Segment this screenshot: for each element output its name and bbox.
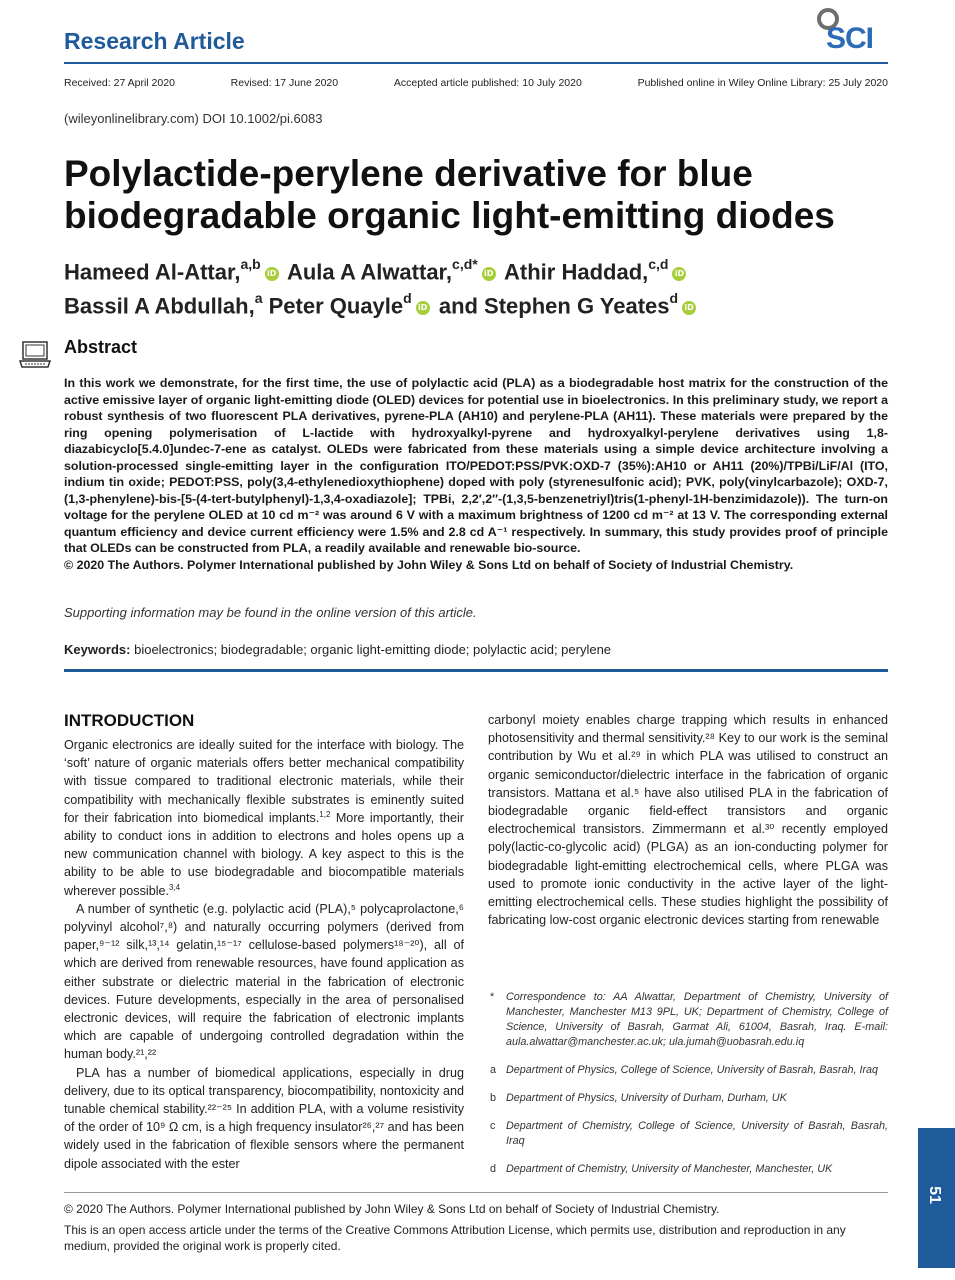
laptop-icon bbox=[18, 340, 52, 370]
affiliation-note: a Department of Physics, College of Science, University of Basrah, Basrah, Iraq bbox=[490, 1064, 879, 1076]
abstract-heading: Abstract bbox=[64, 337, 138, 357]
author-name: Hameed Al-Attar, bbox=[64, 259, 241, 285]
orcid-icon[interactable]: iD bbox=[265, 267, 279, 281]
keywords-list: bioelectronics; biodegradable; organic light-emitting diode; polylactic acid; perylene bbox=[134, 642, 612, 657]
logo-text: SCI bbox=[826, 22, 874, 55]
author-affiliation: a,b bbox=[240, 256, 261, 272]
citation: 1,2 bbox=[319, 809, 331, 819]
affiliation-notes bbox=[490, 990, 888, 1190]
title-line: Polylactide-perylene derivative for blue bbox=[64, 153, 753, 194]
author-name: Bassil A Abdullah, bbox=[64, 293, 255, 319]
abstract-rule bbox=[64, 669, 888, 672]
author-name: and Stephen G Yeates bbox=[438, 293, 670, 319]
author-affiliation: d bbox=[669, 290, 679, 307]
page-number: 51 bbox=[925, 1186, 943, 1204]
author-name: Athir Haddad, bbox=[504, 259, 649, 285]
orcid-icon[interactable]: iD bbox=[416, 301, 430, 315]
keywords bbox=[64, 642, 611, 657]
affiliation-note: d Department of Chemistry, University of Manchester, Manchester, UK bbox=[490, 1163, 833, 1175]
supporting-info: Supporting information may be found in the online version of this article. bbox=[64, 605, 477, 620]
affiliation-note: b Department of Physics, University of Durham, Durham, UK bbox=[490, 1092, 787, 1104]
paragraph: Organic electronics are ideally suited for the interface with biology. The ‘soft’ nature of organic materials offers better mechanical compatibility with tissue compared to traditional electronic materials, while their compatibility with mechanically flexible substrates is eminently suited for their fabrication into biomedical implants.$^{1,2}$ More importantly, their ability to conduct ions in addition to electrons and holes opens up a new communication channel with biology. A key aspect to this is the ability to be able to use biodegradable and biocompatible materials wherever possible.$^{3,4}$ bbox=[64, 738, 464, 898]
author-affiliation: a bbox=[254, 290, 263, 307]
paragraph: A number of synthetic (e.g. polylactic acid (PLA),⁵ polycaprolactone,⁶ polyvinyl alcohol⁷,⁸) and naturally occurring polymers (derived from paper,⁹⁻¹² silk,¹³,¹⁴ gelatin,¹⁵⁻¹⁷ cellulose-based polymers¹⁸⁻²⁰), all of which are derived from renewable resources, have found application as either substrate or dielectric material in the fabrication of electronic devices. Future developments, especially in the area of personalised electronic devices, will require the fabrication of electronic implants which are capable of undergoing controlled degradation within the human body.²¹,²² bbox=[64, 901, 464, 1062]
abstract-text: In this work we demonstrate, for the first time, the use of polylactic acid (PLA) as a biodegradable host matrix for the construction of the active emissive layer of organic light-emitting diode (OLED) devices for potential use in bioelectronics. In this preliminary study, we report a robust synthesis of two fluorescent PLA derivatives, pyrene-PLA (AH10) and perylene-PLA (AH11). These materials were prepared by the ring opening polymerisation of L-lactide with hydroxyalkyl-pyrene and hydroxyalkyl-perylene derivatives using 1,8-diazabicyclo[5.4.0]undec-7-ene as catalyst. OLEDs were fabricated from these materials using a simple device architecture involving a solution-processed single-emitting layer in the configuration ITO/PEDOT:PSS/PVK:OXD-7 (35%):AH10 or AH11 (20%)/TPBi/LiF/Al (ITO, indium tin oxide; PEDOT:PSS, poly(3,4-ethylenedioxythiophene) doped with poly (styrenesulfonic acid); PVK, poly(vinylcarbazole); OXD-7, (1,3-phenylene)-bis-[5-(4-tert-butylphenyl)-1,3,4-oxadiazole]; TPBi, 2,2′,2″-(1,3,5-benzenetriyl)tris(1-phenyl-1H-benzimidazole)). The turn-on voltage for the perylene OLED at 10 cd m⁻² was around 6 V with a maximum brightness of 1200 cd m⁻² at 13 V. The corresponding external quantum efficiency and device current efficiency were 1.5% and 2.8 cd A⁻¹ respectively. In summary, this study provides proof of principle that OLEDs can be constructed from PLA, a readily available and renewable bio-source. bbox=[64, 376, 888, 555]
right-column bbox=[488, 711, 888, 929]
accepted-date: Accepted article published: 10 July 2020 bbox=[393, 77, 582, 89]
correspondence-note: * Correspondence to: AA Alwattar, Department of Chemistry, University of Manchester, Manchester M13 9PL, UK; Department of Chemistry, College of Science, University of Basrah, Garmat Ali, 61004, Basrah, Iraq. E-mail: aula.alwattar@manchester.ac.uk; ula.jumah@uobasrah.edu.iq bbox=[490, 991, 888, 1048]
section-label: Research Article bbox=[64, 28, 245, 54]
abstract-body bbox=[64, 375, 888, 573]
article-title bbox=[64, 153, 888, 237]
footer-license: This is an open access article under the terms of the Creative Commons Attribution License, which permits use, distribution and reproduction in any medium, provided the original work is properly cited. bbox=[64, 1223, 846, 1253]
title-line: biodegradable organic light-emitting diodes bbox=[64, 195, 835, 236]
abstract-copyright: © 2020 The Authors. Polymer International published by John Wiley & Sons Ltd on behalf of Society of Industrial Chemistry. bbox=[64, 557, 794, 572]
page-number-tab bbox=[918, 1128, 955, 1268]
paragraph: carbonyl moiety enables charge trapping which results in enhanced photosensitivity and thermal sensitivity.²⁸ Key to our work is the seminal contribution by Wu et al.²⁹ in which PLA was utilised to construct an organic semiconductor/dielectric interface in the fabrication of organic transistors. Mattana et al.⁵ have also utilised PLA in the fabrication of biodegradable organic field-effect transistors and organic electrochemical transistors. Zimmermann et al.³⁰ recently employed poly(lactic-co-glycolic acid) (PLGA) as an ion-conducting polymer for biodegradable light-emitting electrochemical cells, where PLGA was used to promote ionic conductivity in the active layer of the light-emitting electrochemical cells. These studies highlight the possibility of fabricating low-cost organic electronic devices starting from renewable bbox=[488, 713, 888, 928]
orcid-icon[interactable]: iD bbox=[482, 267, 496, 281]
author-name: Aula A Alwattar, bbox=[286, 259, 453, 285]
footer-rule bbox=[64, 1192, 888, 1193]
keywords-label: Keywords: bbox=[64, 642, 131, 657]
published-date: Published online in Wiley Online Library: 25 July 2020 bbox=[637, 77, 888, 89]
author-list bbox=[64, 252, 888, 321]
author-affiliation: d bbox=[403, 290, 412, 307]
revised-date: Revised: 17 June 2020 bbox=[230, 77, 339, 89]
received-date: Received: 27 April 2020 bbox=[64, 77, 175, 89]
section-heading: INTRODUCTION bbox=[64, 711, 195, 730]
affiliation-note: c Department of Chemistry, College of Science, University of Basrah, Basrah, Iraq bbox=[490, 1120, 888, 1147]
footer-copyright: © 2020 The Authors. Polymer International published by John Wiley & Sons Ltd on behalf of Society of Industrial Chemistry. bbox=[64, 1202, 720, 1216]
paragraph: PLA has a number of biomedical applications, especially in drug delivery, due to its optical transparency, biocompatibility, nontoxicity and tunable chemical stability.²²⁻²⁵ In addition PLA, with a volume resistivity of the order of 10⁹ Ω cm, is a high frequency insulator²⁶,²⁷ and has been widely used in the fabrication of flexible sensors where the permanent dipole associated with the ester bbox=[64, 1065, 464, 1171]
author-affiliation: c,d* bbox=[452, 256, 478, 272]
orcid-icon[interactable]: iD bbox=[682, 301, 696, 315]
publication-dates bbox=[64, 77, 888, 89]
header-rule bbox=[64, 62, 888, 64]
sci-logo bbox=[812, 8, 892, 54]
orcid-icon[interactable]: iD bbox=[672, 267, 686, 281]
author-affiliation: c,d bbox=[648, 256, 669, 272]
doi: (wileyonlinelibrary.com) DOI 10.1002/pi.6083 bbox=[64, 111, 323, 126]
author-name: Peter Quayle bbox=[268, 293, 404, 319]
citation: 3,4 bbox=[169, 882, 181, 892]
left-column bbox=[64, 736, 464, 1173]
